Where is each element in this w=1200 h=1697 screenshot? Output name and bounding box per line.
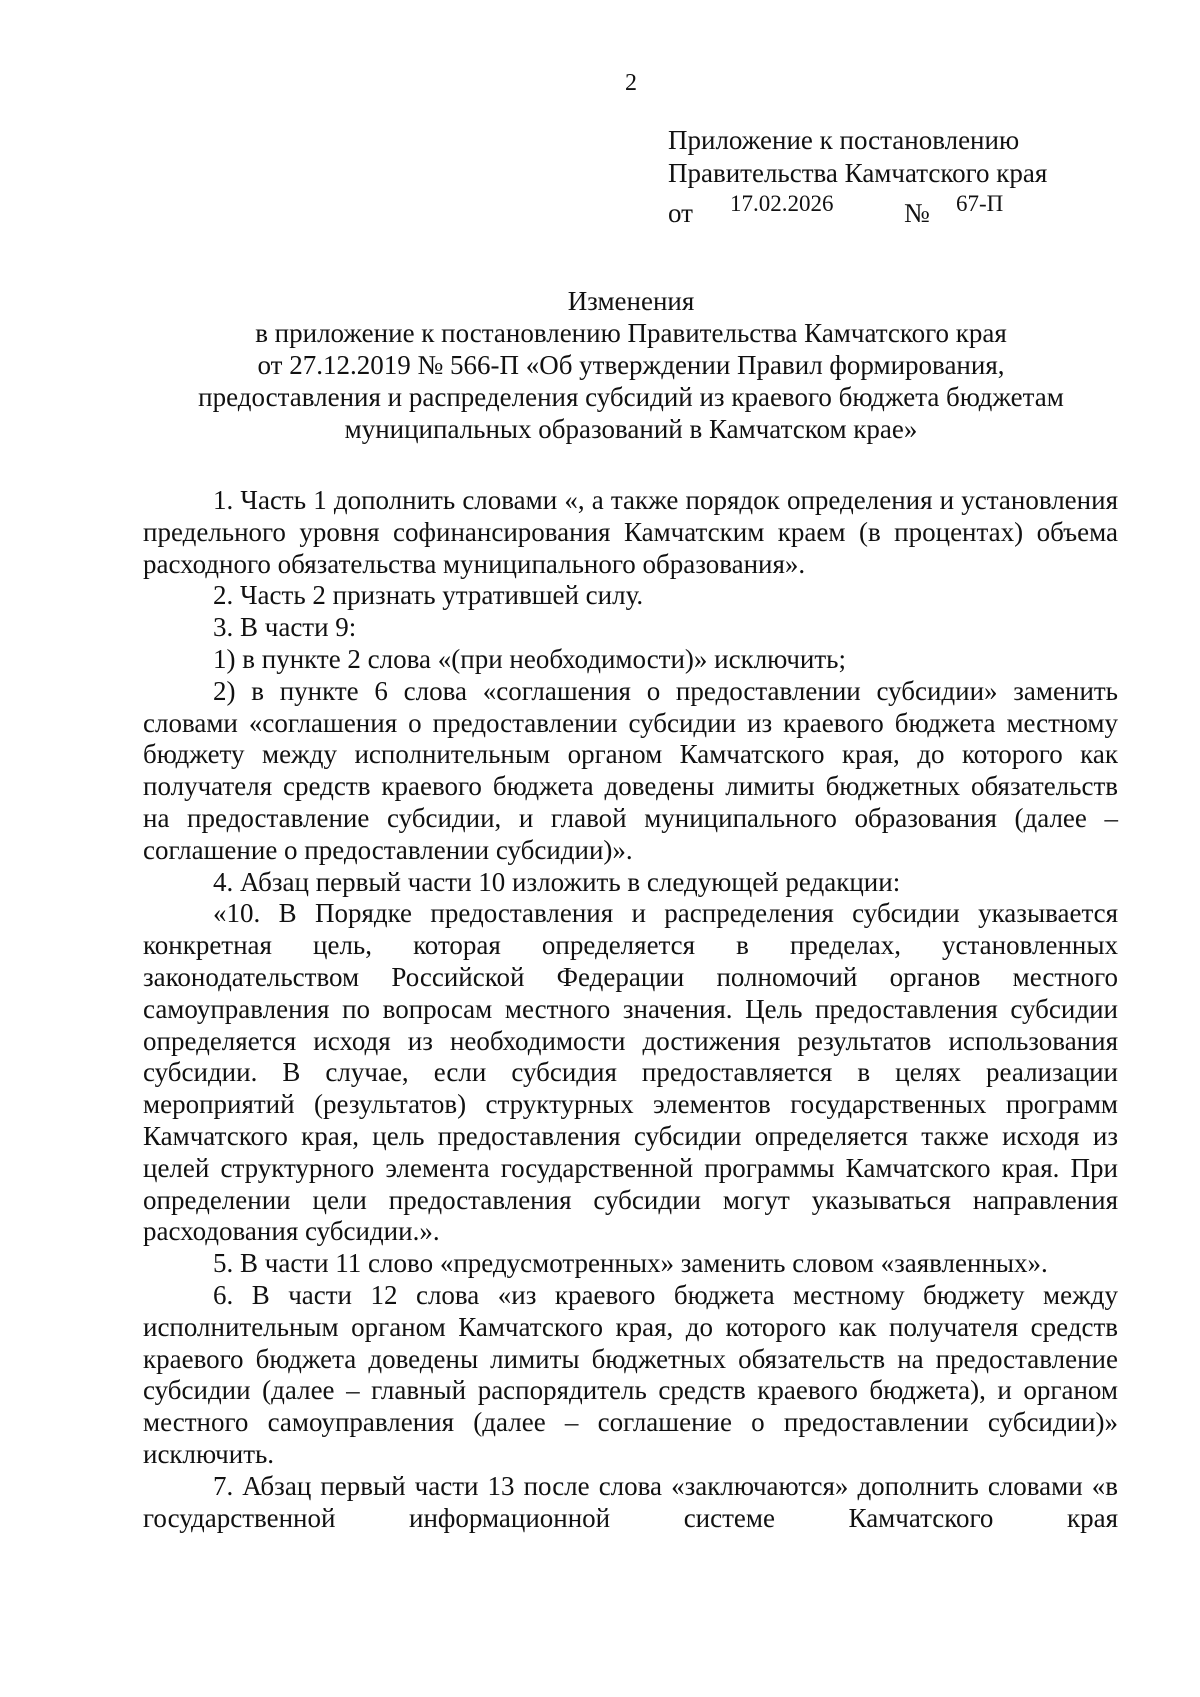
approval-number: 67-П	[956, 191, 1004, 216]
page-number: 2	[625, 70, 637, 96]
paragraph-5: 2) в пункте 6 слова «соглашения о предоставлении субсидии» заменить словами «соглашения о предоставлении субсидии из краевого бюджета местному бюджету между исполнительным органом Камчатского края, до которого как получателя средств краевого бюджета доведены лимиты бюджетных обязательств на предоставление субсидии, и главой муниципального образования (далее – соглашение о предоставлении субсидии)».	[143, 675, 1118, 865]
approval-meta-row	[668, 190, 1047, 228]
approval-line-1: Приложение к постановлению	[668, 125, 1020, 155]
approval-date: 17.02.2026	[730, 191, 834, 216]
title-line-1: Изменения	[567, 286, 695, 316]
title-line-5: муниципальных образований в Камчатском крае»	[344, 414, 918, 444]
approval-line-2: Правительства Камчатского края	[668, 158, 1048, 188]
document-body	[143, 485, 1118, 1534]
paragraph-3: 3. В части 9:	[213, 612, 357, 643]
paragraph-6: 4. Абзац первый части 10 изложить в следующей редакции:	[213, 866, 901, 897]
paragraph-7: «10. В Порядке предоставления и распределения субсидии указывается конкретная цель, которая определяется в пределах, установленных законодательством Российской Федерации полномочий органов местного самоуправления по вопросам местного значения. Цель предоставления субсидии определяется исходя из необходимости достижения результатов использования субсидии. В случае, если субсидия предоставляется в целях реализации мероприятий (результатов) структурных элементов государственных программ Камчатского края, цель предоставления субсидии определяется также исходя из целей структурного элемента государственной программы Камчатского края. При определении цели предоставления субсидии могут указываться направления расходования субсидии.».	[143, 898, 1118, 1247]
paragraph-2: 2. Часть 2 признать утратившей силу.	[213, 580, 644, 611]
paragraph-10: 7. Абзац первый части 13 после слова «заключаются» дополнить словами «в государственной информационной системе Камчатского края	[143, 1470, 1118, 1533]
document-title	[143, 285, 1119, 445]
approval-from-label: от	[668, 198, 693, 228]
approval-number-label: №	[904, 198, 930, 228]
paragraph-8: 5. В части 11 слово «предусмотренных» заменить словом «заявленных».	[213, 1248, 1048, 1279]
title-line-2: в приложение к постановлению Правительства Камчатского края	[255, 318, 1007, 348]
approval-block	[668, 124, 1048, 228]
title-line-3: от 27.12.2019 № 566-П «Об утверждении Правил формирования,	[257, 350, 1005, 380]
paragraph-1: 1. Часть 1 дополнить словами «, а также порядок определения и установления предельного уровня софинансирования Камчатским краем (в процентах) объема расходного обязательства муниципального образования».	[143, 485, 1118, 579]
paragraph-9: 6. В части 12 слова «из краевого бюджета местному бюджету между исполнительным органом Камчатского края, до которого как получателя средств краевого бюджета доведены лимиты бюджетных обязательств на предоставление субсидии (далее – главный распорядитель средств краевого бюджета), и органом местного самоуправления (далее – соглашение о предоставлении субсидии)» исключить.	[143, 1279, 1118, 1469]
paragraph-4: 1) в пункте 2 слова «(при необходимости)» исключить;	[213, 643, 846, 674]
title-line-4: предоставления и распределения субсидий из краевого бюджета бюджетам	[198, 382, 1064, 412]
